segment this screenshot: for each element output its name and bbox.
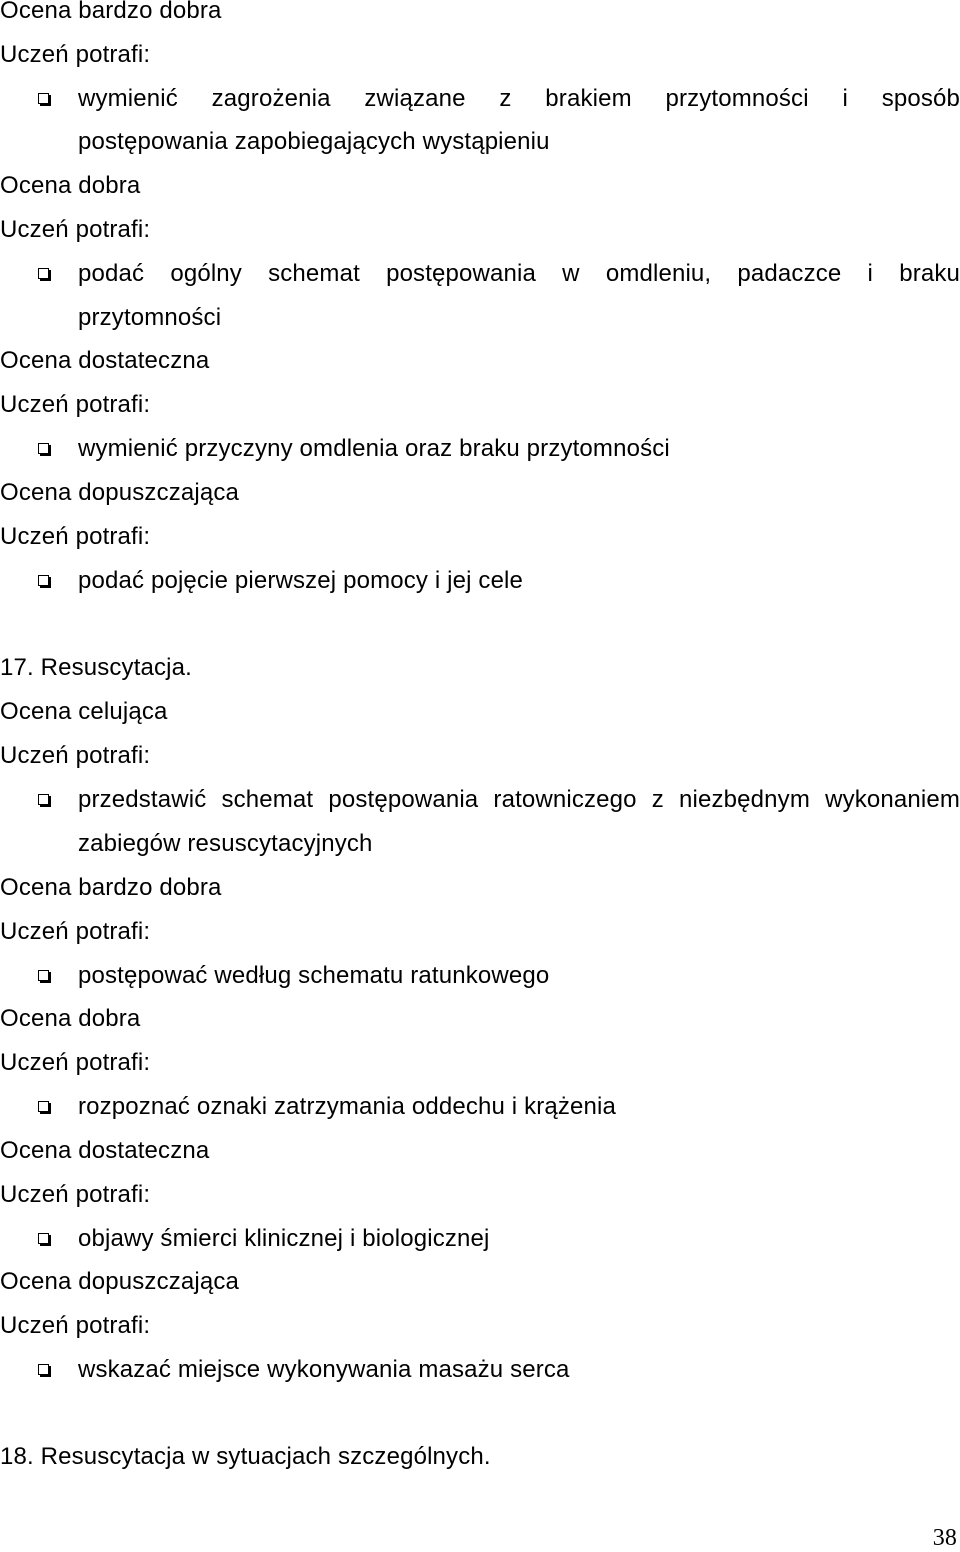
student-can-label: Uczeń potrafi:	[0, 1312, 151, 1339]
grade-heading-sufficient: Ocena dostateczna	[0, 1137, 210, 1164]
checkbox-bullet-icon	[38, 1233, 49, 1244]
grade-heading-passing: Ocena dopuszczająca	[0, 479, 239, 506]
student-can-label: Uczeń potrafi:	[0, 1049, 151, 1076]
grade-heading-passing: Ocena dopuszczająca	[0, 1268, 239, 1295]
grade-heading-very-good: Ocena bardzo dobra	[0, 0, 222, 24]
list-item-text: wymienić zagrożenia związane z brakiem przytomności i sposób	[78, 85, 960, 112]
student-can-label: Uczeń potrafi:	[0, 742, 151, 769]
checkbox-bullet-icon	[38, 268, 49, 279]
list-item-text: wymienić przyczyny omdlenia oraz braku przytomności	[78, 435, 670, 462]
checkbox-bullet-icon	[38, 1364, 49, 1375]
checkbox-bullet-icon	[38, 93, 49, 104]
list-item-text-continued: zabiegów resuscytacyjnych	[78, 830, 373, 857]
student-can-label: Uczeń potrafi:	[0, 918, 151, 945]
list-item-text-continued: postępowania zapobiegających wystąpieniu	[78, 128, 550, 155]
checkbox-bullet-icon	[38, 970, 49, 981]
grade-heading-good: Ocena dobra	[0, 172, 141, 199]
section-heading-18: 18. Resuscytacja w sytuacjach szczególnych.	[0, 1443, 491, 1470]
checkbox-bullet-icon	[38, 794, 49, 805]
grade-heading-very-good: Ocena bardzo dobra	[0, 874, 222, 901]
grade-heading-excellent: Ocena celująca	[0, 698, 168, 725]
list-item-text: przedstawić schemat postępowania ratowniczego z niezbędnym wykonaniem	[78, 786, 960, 813]
grade-heading-good: Ocena dobra	[0, 1005, 141, 1032]
student-can-label: Uczeń potrafi:	[0, 41, 151, 68]
student-can-label: Uczeń potrafi:	[0, 1181, 151, 1208]
page-number: 38	[932, 1525, 957, 1551]
grade-heading-sufficient: Ocena dostateczna	[0, 347, 210, 374]
section-heading-17: 17. Resuscytacja.	[0, 654, 192, 681]
list-item-text: podać ogólny schemat postępowania w omdleniu, padaczce i braku	[78, 260, 960, 287]
student-can-label: Uczeń potrafi:	[0, 391, 151, 418]
list-item-text: postępować według schematu ratunkowego	[78, 962, 550, 989]
checkbox-bullet-icon	[38, 575, 49, 586]
student-can-label: Uczeń potrafi:	[0, 523, 151, 550]
student-can-label: Uczeń potrafi:	[0, 216, 151, 243]
checkbox-bullet-icon	[38, 443, 49, 454]
list-item-text-continued: przytomności	[78, 304, 222, 331]
list-item-text: wskazać miejsce wykonywania masażu serca	[78, 1356, 570, 1383]
checkbox-bullet-icon	[38, 1101, 49, 1112]
list-item-text: objawy śmierci klinicznej i biologicznej	[78, 1225, 490, 1252]
list-item-text: rozpoznać oznaki zatrzymania oddechu i krążenia	[78, 1093, 617, 1120]
list-item-text: podać pojęcie pierwszej pomocy i jej cele	[78, 567, 524, 594]
